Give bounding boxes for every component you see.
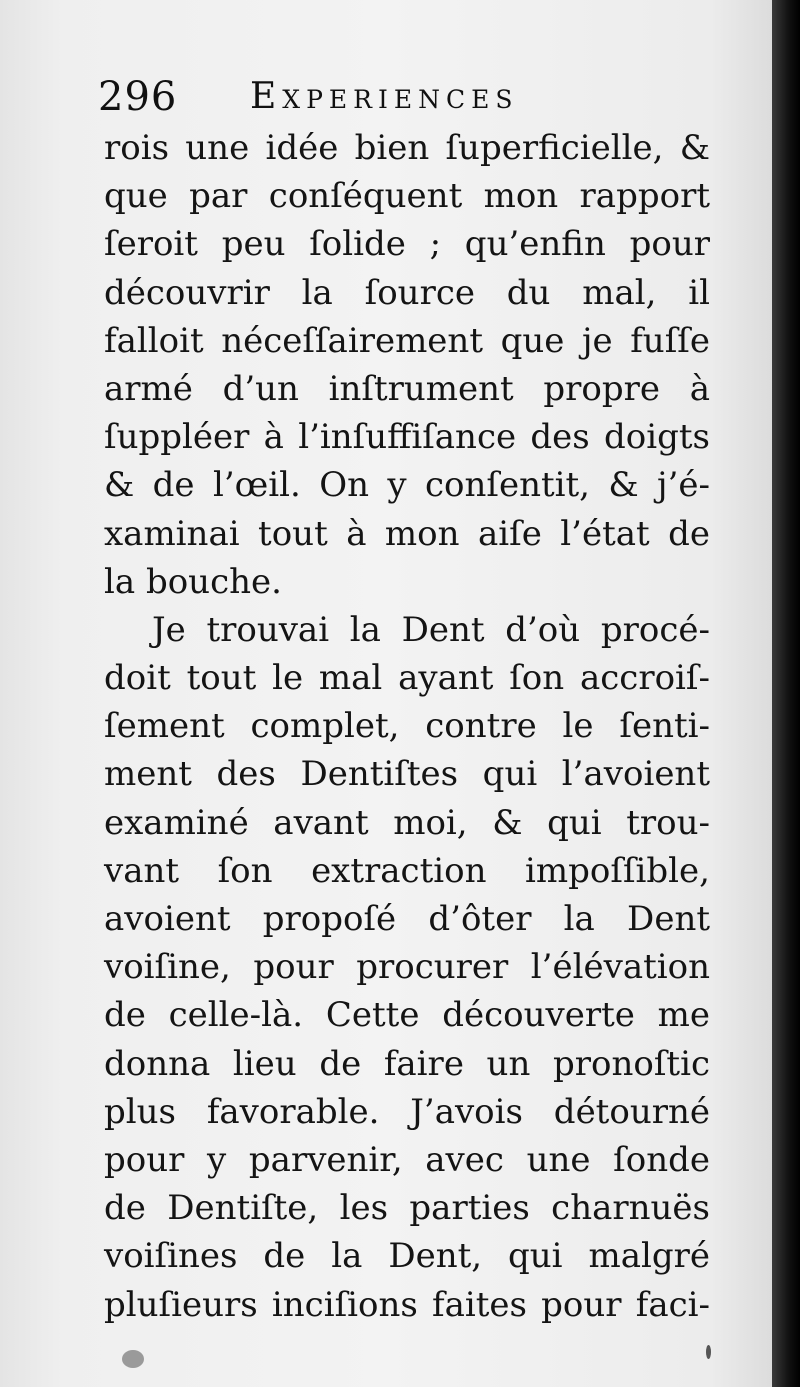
text-line: que par conſéquent mon rapport	[104, 176, 710, 217]
text-line: de Dentiſte, les parties charnuës	[104, 1188, 710, 1229]
text-line: de celle-là. Cette découverte me	[104, 995, 710, 1036]
text-line: & de l’œil. On y conſentit, & j’é-	[104, 465, 710, 506]
ink-speck	[122, 1350, 144, 1368]
paragraph-1	[104, 124, 710, 606]
body-text	[104, 124, 710, 1329]
text-line: ſement complet, contre le ſenti-	[104, 706, 710, 747]
text-line: vant ſon extraction impoſſible,	[104, 850, 710, 891]
page-header	[98, 72, 710, 122]
paragraph-2	[104, 606, 710, 1329]
text-line: rois une idée bien ſuperficielle, &	[104, 128, 710, 168]
text-line: ſuppléer à l’inſuffiſance des doigts	[104, 417, 710, 458]
text-line: voiſine, pour procurer l’élévation	[104, 947, 710, 988]
ink-speck	[706, 1345, 711, 1359]
text-line: pour y parvenir, avec une ſonde	[104, 1139, 710, 1180]
text-line: pluſieurs inciſions faites pour faci-	[104, 1284, 710, 1325]
text-line: armé d’un inſtrument propre à	[104, 368, 710, 409]
running-head: Experiences	[250, 76, 519, 117]
text-line: xaminai tout à mon aiſe l’état de	[104, 513, 710, 554]
text-line: voiſines de la Dent, qui malgré	[104, 1236, 710, 1277]
text-line: doit tout le mal ayant ſon accroiſ-	[104, 658, 710, 699]
text-line: donna lieu de faire un pronoſtic	[104, 1043, 710, 1084]
text-line: ment des Dentiſtes qui l’avoient	[104, 754, 710, 795]
page-edge-shadow	[772, 0, 800, 1387]
page-number: 296	[98, 74, 178, 120]
text-line: falloit néceſſairement que je fuſſe	[104, 320, 710, 361]
text-line: ſeroit peu ſolide ; qu’enfin pour	[104, 224, 710, 265]
text-line: la bouche.	[104, 561, 282, 602]
text-line: examiné avant moi, & qui trou-	[104, 802, 710, 843]
text-line: plus favorable. J’avois détourné	[104, 1091, 710, 1132]
text-line: découvrir la ſource du mal, il	[104, 272, 710, 313]
text-line: avoient propoſé d’ôter la Dent	[104, 899, 710, 939]
text-line: Je trouvai la Dent d’où procé-	[152, 609, 710, 650]
